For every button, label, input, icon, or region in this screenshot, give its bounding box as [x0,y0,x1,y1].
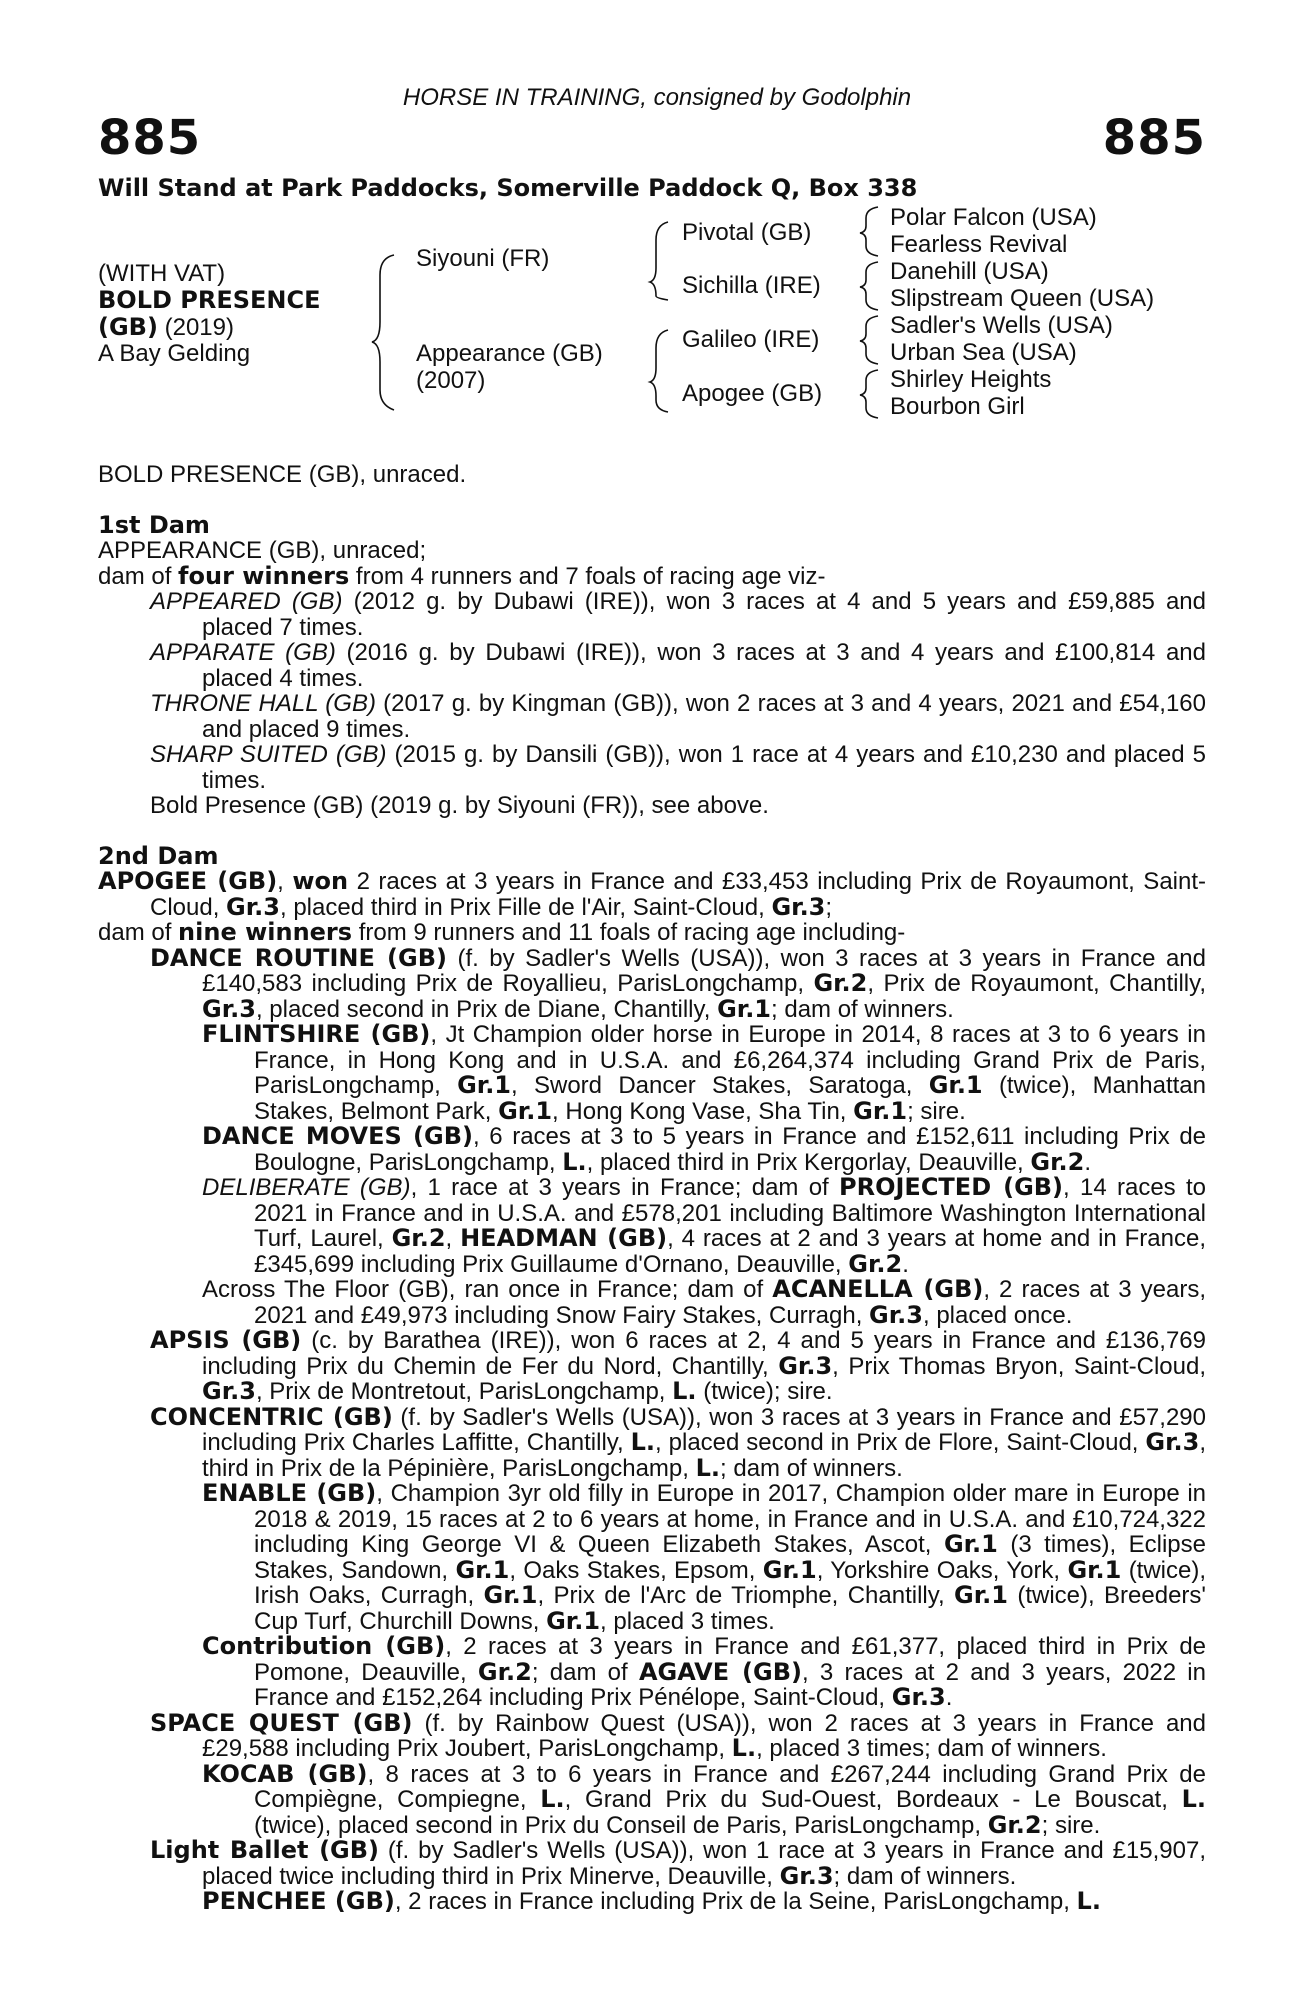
ancestor-8: Bourbon Girl [890,393,1025,420]
horse-country-year [98,313,234,342]
dam-year: (2007) [416,367,486,394]
ancestor-4: Slipstream Queen (USA) [890,285,1155,312]
produce-entry: SHARP SUITED (GB) (2015 g. by Dansili (GB)), won 1 race at 4 years and £10,230 and placed 5 times. [150,741,1206,794]
produce-entry: DELIBERATE (GB), 1 race at 3 years in France; dam of PROJECTED (GB), 14 races to 2021 in France and in U.S.A. and £578,201 including Baltimore Washington International Turf, Laurel, Gr.2, HEADMAN (GB), 4 races at 2 and 3 years at home and in France, £345,699 including Prix Guillaume d'Ornano, Deauville, Gr.2. [202,1173,1206,1278]
second-dam-record: APOGEE (GB), won 2 races at 3 years in France and £33,453 including Prix de Royaumont, Saint-Cloud, Gr.3, placed third in Prix Fille de l'Air, Saint-Cloud, Gr.3; [98,867,1206,921]
bracket-g1 [860,207,878,256]
horse-year: (2019) [164,314,234,341]
produce-entry: CONCENTRIC (GB) (f. by Sadler's Wells (USA)), won 3 races at 3 years in France and £57,290 including Prix Charles Laffitte, Chantilly, L., placed second in Prix de Flore, Saint-Cloud, Gr.3, third in Prix de la Pépinière, ParisLongchamp, L.; dam of winners. [150,1402,1207,1482]
produce-entry: DANCE MOVES (GB), 6 races at 3 to 5 years in France and £152,611 including Prix de Boulogne, ParisLongchamp, L., placed third in Prix Kergorlay, Deauville, Gr.2. [202,1122,1207,1176]
horse-country: (GB) [98,313,158,341]
ancestor-7: Shirley Heights [890,366,1052,393]
produce-entry: APPEARED (GB) (2012 g. by Dubawi (IRE)), won 3 races at 4 and 5 years and £59,885 and placed 7 times. [150,588,1206,641]
catalogue-body [98,462,1206,1915]
bracket-sire [650,222,668,300]
second-dam-produce-summary: dam of nine winners from 9 runners and 11 foals of racing age including- [98,918,906,946]
produce-entry: Contribution (GB), 2 races at 3 years in France and £61,377, placed third in Prix de Pomone, Deauville, Gr.2; dam of AGAVE (GB), 3 races at 2 and 3 years, 2022 in France and £152,264 including Prix Pénélope, Saint-Cloud, Gr.3. [202,1632,1207,1711]
consignor-line: HORSE IN TRAINING, consigned by Godolphin [402,84,912,111]
produce-entry: APSIS (GB) (c. by Barathea (IRE)), won 6 races at 2, 4 and 5 years in France and £136,769 including Prix du Chemin de Fer du Nord, Chantilly, Gr.3, Prix Thomas Bryon, Saint-Cloud, Gr.3, Prix de Montretout, ParisLongchamp, L. (twice); sire. [150,1326,1206,1405]
produce-entry: APPARATE (GB) (2016 g. by Dubawi (IRE)), won 3 races at 3 and 4 years and £100,814 and placed 4 times. [150,639,1206,692]
produce-entry: FLINTSHIRE (GB), Jt Champion older horse in Europe in 2014, 8 races at 3 to 6 years in France, in Hong Kong and in U.S.A. and £6,264,374 including Grand Prix de Paris, ParisLongchamp, Gr.1, Sword Dancer Stakes, Saratoga, Gr.1 (twice), Manhattan Stakes, Belmont Park, Gr.1, Hong Kong Vase, Sha Tin, Gr.1; sire. [202,1020,1206,1125]
produce-entry: Bold Presence (GB) (2019 g. by Siyouni (FR)), see above. [150,792,769,819]
sire-name: Siyouni (FR) [416,245,550,272]
horse-description: A Bay Gelding [98,340,251,367]
vat-note: (WITH VAT) [98,260,226,287]
intro-line: BOLD PRESENCE (GB), unraced. [98,461,467,488]
ancestor-3: Danehill (USA) [890,258,1049,285]
produce-entry: KOCAB (GB), 8 races at 3 to 6 years in France and £267,244 including Grand Prix de Compiègne, Compiegne, L., Grand Prix du Sud-Ouest, Bordeaux - Le Bouscat, L. (twice), placed second in Prix du Conseil de Paris, ParisLongchamp, Gr.2; sire. [202,1759,1207,1839]
ancestor-6: Urban Sea (USA) [890,339,1077,366]
dam-sire: Galileo (IRE) [682,326,820,353]
dam-dam: Apogee (GB) [682,380,823,407]
bracket-main [372,255,394,410]
first-dam-produce-summary: dam of four winners from 4 runners and 7 foals of racing age viz- [98,561,826,590]
horse-name: BOLD PRESENCE [98,286,321,314]
bracket-g2 [860,262,878,310]
produce-entry: Light Ballet (GB) (f. by Sadler's Wells (USA)), won 1 race at 3 years in France and £15,907, placed twice including third in Prix Minerve, Deauville, Gr.3; dam of winners. [150,1836,1207,1890]
bracket-g3 [860,316,878,364]
produce-entry: Across The Floor (GB), ran once in France; dam of ACANELLA (GB), 2 races at 3 years, 2021 and £49,973 including Snow Fairy Stakes, Curragh, Gr.3, placed once. [202,1275,1207,1329]
produce-entry: PENCHEE (GB), 2 races in France including Prix de la Seine, ParisLongchamp, L. [202,1887,1101,1915]
produce-entry: ENABLE (GB), Champion 3yr old filly in Europe in 2017, Champion older mare in Europe in 2018 & 2019, 15 races at 2 to 6 years at home, in France and in U.S.A. and £10,724,322 including King George VI & Queen Elizabeth Stakes, Ascot, Gr.1 (3 times), Eclipse Stakes, Sandown, Gr.1, Oaks Stakes, Epsom, Gr.1, Yorkshire Oaks, York, Gr.1 (twice), Irish Oaks, Curragh, Gr.1, Prix de l'Arc de Triomphe, Chantilly, Gr.1 (twice), Breeders' Cup Turf, Churchill Downs, Gr.1, placed 3 times. [202,1479,1207,1635]
ancestor-2: Fearless Revival [890,231,1068,258]
lot-number-right: 885 [1102,110,1206,166]
lot-number-left: 885 [98,110,202,166]
stand-location: Will Stand at Park Paddocks, Somerville Paddock Q, Box 338 [98,174,918,202]
dam-name: Appearance (GB) [416,340,603,367]
bracket-g4 [860,370,878,418]
second-dam-heading: 2nd Dam [98,841,219,870]
produce-entry: DANCE ROUTINE (GB) (f. by Sadler's Wells (USA)), won 3 races at 3 years in France and £140,583 including Prix de Royallieu, ParisLongchamp, Gr.2, Prix de Royaumont, Chantilly, Gr.3, placed second in Prix de Diane, Chantilly, Gr.1; dam of winners. [150,943,1206,1023]
ancestor-5: Sadler's Wells (USA) [890,312,1113,339]
ancestor-1: Polar Falcon (USA) [890,204,1097,231]
produce-entry: SPACE QUEST (GB) (f. by Rainbow Quest (USA)), won 2 races at 3 years in France and £29,588 including Prix Joubert, ParisLongchamp, L., placed 3 times; dam of winners. [150,1708,1206,1762]
bracket-dam [650,330,668,412]
produce-entry: THRONE HALL (GB) (2017 g. by Kingman (GB)), won 2 races at 3 and 4 years, 2021 and £54,160 and placed 9 times. [150,690,1206,743]
sire-sire: Pivotal (GB) [682,219,812,246]
first-dam-line: APPEARANCE (GB), unraced; [98,537,427,564]
sire-dam: Sichilla (IRE) [682,272,821,299]
first-dam-heading: 1st Dam [98,510,210,539]
